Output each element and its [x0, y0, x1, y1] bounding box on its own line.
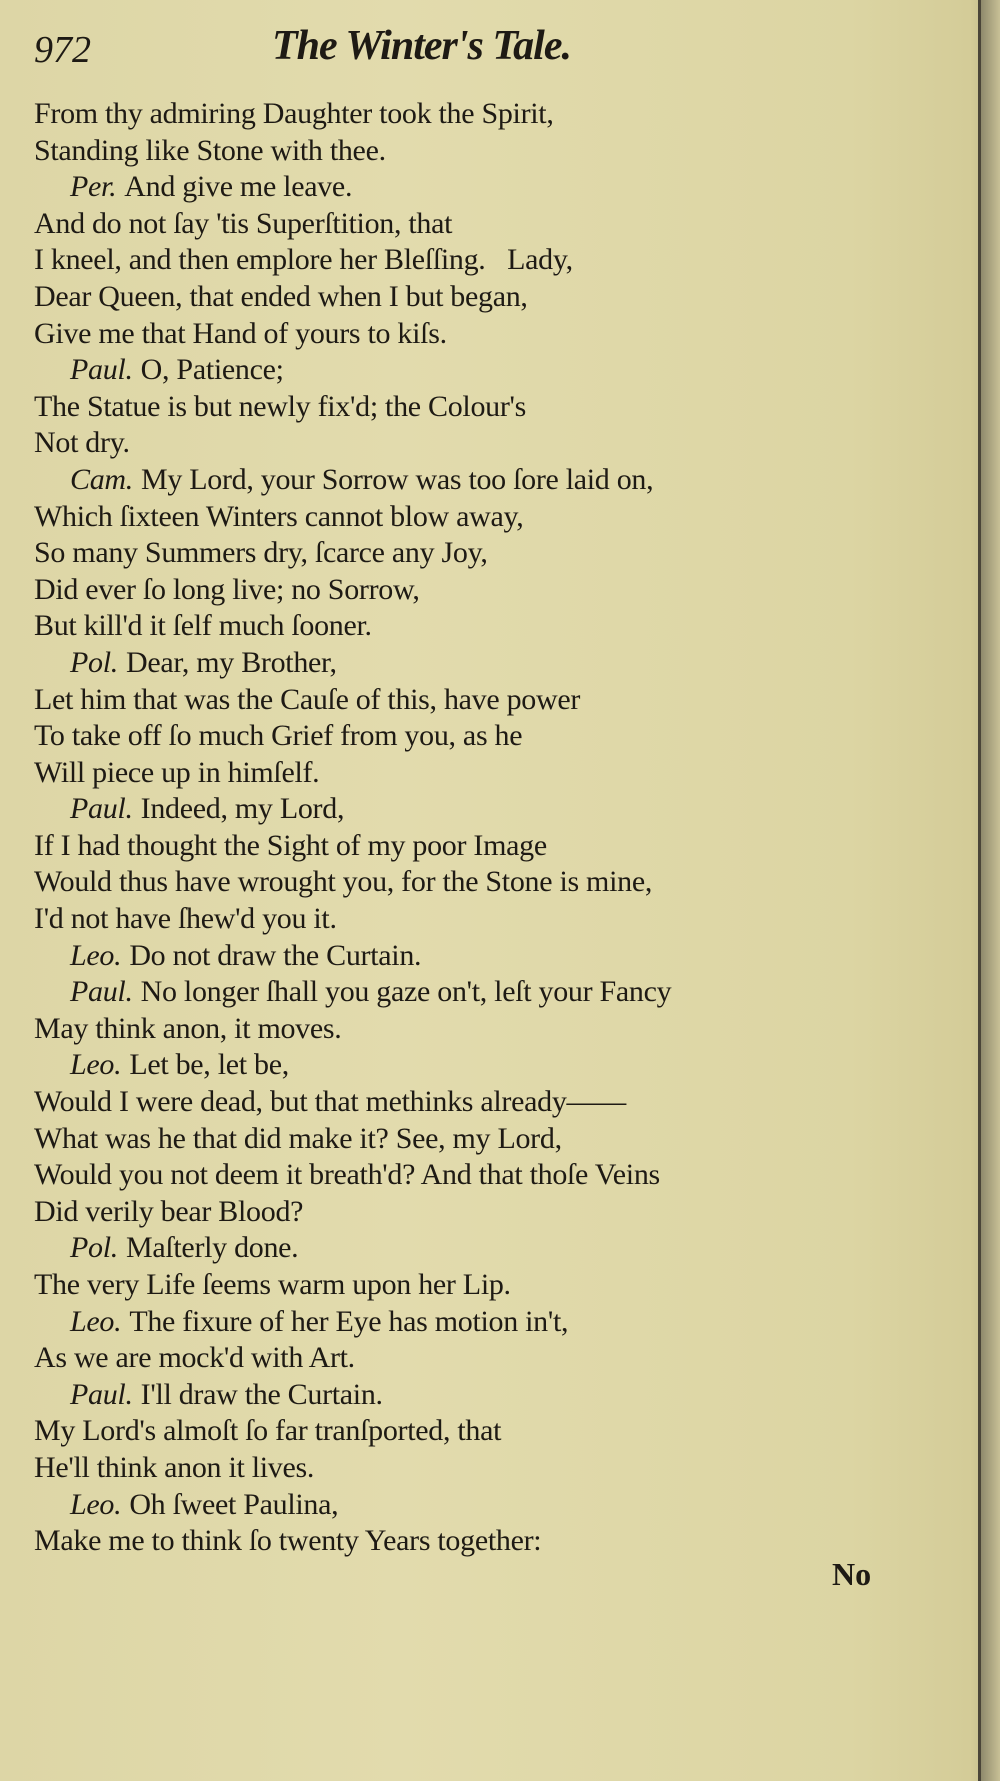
line-text: Did verily bear Blood?	[34, 1194, 304, 1228]
speaker-name: Leo.	[70, 938, 122, 972]
verse-line	[34, 206, 834, 243]
verse-line	[34, 974, 834, 1011]
verse-line	[34, 645, 834, 682]
speaker-name: Leo.	[70, 1304, 122, 1338]
line-text: From thy admiring Daughter took the Spirit,	[34, 97, 554, 130]
page-gutter-shadow	[981, 0, 1000, 1781]
verse-line	[34, 1523, 834, 1560]
verse-line	[34, 1487, 834, 1524]
verse-line	[34, 279, 834, 316]
speaker-name: Per.	[70, 170, 117, 204]
line-text: Give me that Hand of yours to kiſs.	[34, 316, 447, 350]
verse-line	[34, 901, 834, 938]
speaker-name: Paul.	[70, 975, 133, 1009]
line-text: Let be, let be,	[129, 1048, 289, 1082]
play-text	[34, 96, 834, 1560]
speaker-name: Paul.	[70, 792, 133, 826]
line-text: So many Summers dry, ſcarce any Joy,	[34, 536, 488, 570]
verse-line	[34, 682, 834, 719]
line-text: I'll draw the Curtain.	[140, 1377, 383, 1411]
line-text: And give me leave.	[124, 170, 353, 204]
running-title: The Winter's Tale.	[272, 23, 571, 69]
line-text: I'd not have ſhew'd you it.	[34, 902, 337, 936]
speaker-name: Cam.	[70, 462, 133, 496]
line-text: Indeed, my Lord,	[140, 792, 345, 826]
catchword: No	[832, 1556, 872, 1592]
verse-line	[34, 96, 834, 133]
verse-line	[34, 169, 834, 206]
verse-line	[34, 535, 834, 572]
verse-line	[34, 1047, 834, 1084]
verse-line	[34, 425, 834, 462]
verse-line	[34, 352, 834, 389]
line-text: But kill'd it ſelf much ſooner.	[34, 609, 372, 643]
line-text: The fixure of her Eye has motion in't,	[129, 1304, 569, 1338]
line-text: Let him that was the Cauſe of this, have power	[34, 682, 581, 716]
line-text: What was he that did make it? See, my Lord,	[34, 1121, 562, 1155]
verse-line	[34, 1340, 834, 1377]
line-text: May think anon, it moves.	[34, 1011, 342, 1045]
line-text: Oh ſweet Paulina,	[129, 1487, 339, 1521]
speaker-name: Pol.	[70, 645, 118, 679]
line-text: And do not ſay 'tis Superſtition, that	[34, 206, 453, 240]
line-text: No longer ſhall you gaze on't, leſt your Fancy	[140, 975, 672, 1009]
verse-line	[34, 499, 834, 536]
line-text: My Lord, your Sorrow was too ſore laid on,	[140, 462, 654, 496]
verse-line	[34, 1121, 834, 1158]
line-text: My Lord's almoſt ſo far tranſported, that	[34, 1414, 502, 1448]
verse-line	[34, 718, 834, 755]
verse-line	[34, 1011, 834, 1048]
line-text: The Statue is but newly fix'd; the Colour's	[34, 389, 527, 423]
line-text: I kneel, and then emplore her Bleſſing. Lady,	[34, 243, 573, 277]
line-text: Dear, my Brother,	[125, 645, 337, 679]
verse-line	[34, 1304, 834, 1341]
verse-line	[34, 1267, 834, 1304]
verse-line	[34, 1084, 834, 1121]
verse-line	[34, 572, 834, 609]
line-text: Did ever ſo long live; no Sorrow,	[34, 572, 420, 606]
verse-line	[34, 755, 834, 792]
line-text: Which ſixteen Winters cannot blow away,	[34, 499, 524, 533]
line-text: Will piece up in himſelf.	[34, 755, 320, 789]
speaker-name: Paul.	[70, 1377, 133, 1411]
line-text: Not dry.	[34, 426, 130, 460]
speaker-name: Leo.	[70, 1487, 122, 1521]
line-text: Would thus have wrought you, for the Stone is mine,	[34, 865, 653, 899]
line-text: Would I were dead, but that methinks already——	[34, 1085, 626, 1119]
line-text: O, Patience;	[140, 353, 284, 387]
verse-line	[34, 828, 834, 865]
line-text: Make me to think ſo twenty Years together:	[34, 1524, 542, 1558]
verse-line	[34, 133, 834, 170]
verse-line	[34, 242, 834, 279]
verse-line	[34, 1194, 834, 1231]
verse-line	[34, 864, 834, 901]
line-text: To take off ſo much Grief from you, as he	[34, 719, 523, 753]
line-text: If I had thought the Sight of my poor Image	[34, 828, 547, 862]
speaker-name: Paul.	[70, 353, 133, 387]
line-text: He'll think anon it lives.	[34, 1450, 315, 1484]
page-edge	[978, 0, 981, 1781]
speaker-name: Pol.	[70, 1231, 118, 1265]
verse-line	[34, 1377, 834, 1414]
verse-line	[34, 1230, 834, 1267]
line-text: As we are mock'd with Art.	[34, 1341, 355, 1375]
verse-line	[34, 791, 834, 828]
verse-line	[34, 938, 834, 975]
verse-line	[34, 462, 834, 499]
verse-line	[34, 1157, 834, 1194]
page-number: 972	[34, 29, 91, 71]
line-text: The very Life ſeems warm upon her Lip.	[34, 1268, 511, 1301]
line-text: Do not draw the Curtain.	[129, 938, 422, 972]
verse-line	[34, 1450, 834, 1487]
verse-line	[34, 316, 834, 353]
verse-line	[34, 608, 834, 645]
line-text: Maſterly done.	[125, 1231, 299, 1265]
verse-line	[34, 389, 834, 426]
speaker-name: Leo.	[70, 1048, 122, 1082]
verse-line	[34, 1413, 834, 1450]
line-text: Standing like Stone with thee.	[34, 133, 386, 167]
line-text: Dear Queen, that ended when I but began,	[34, 279, 528, 313]
line-text: Would you not deem it breath'd? And that thoſe Veins	[34, 1158, 660, 1192]
